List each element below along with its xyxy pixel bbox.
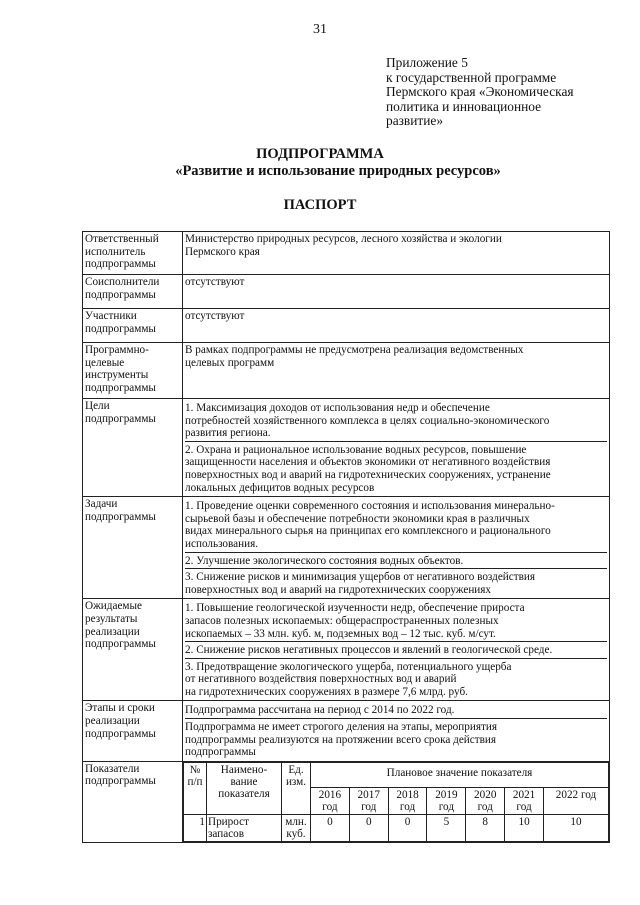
label-line: Показатели (85, 762, 140, 775)
row-goals (83, 399, 610, 497)
indicator-value: 8 (466, 814, 505, 841)
content-line: Подпрограмма рассчитана на период с 2014 по 2022 год. (185, 704, 455, 717)
header-name (207, 762, 282, 814)
content-line: запасов полезных ископаемых: общераспространенных полезных (185, 614, 499, 627)
label-line: Участники (85, 310, 137, 322)
content-line: 2. Охрана и рациональное использование водных ресурсов, повышение (185, 443, 527, 456)
label-line: Задачи (85, 498, 118, 511)
row-indicators (83, 761, 610, 842)
row-label (83, 599, 183, 701)
row-label (83, 701, 183, 761)
content-line: поверхностных вод и аварий на гидротехнических сооружениях, устранение (185, 468, 551, 481)
content-line: развития региона. (185, 427, 271, 440)
row-content: отсутствуют (183, 275, 610, 309)
label-line: инструменты (85, 369, 149, 382)
content-line: ископаемых – 33 млн. куб. м, подземных вод – 12 тыс. куб. м/сут. (185, 627, 496, 640)
label-line: подпрограммы (85, 727, 156, 740)
result-item (185, 659, 607, 700)
row-label (83, 497, 183, 599)
label-line: подпрограммы (85, 638, 156, 651)
appendix-line: Пермского края «Экономическая (386, 84, 574, 99)
year-2022: 2022 год (544, 787, 609, 814)
header-planned: Плановое значение показателя (311, 762, 609, 787)
content-line: Пермского края (185, 245, 260, 258)
task-item (185, 553, 607, 570)
indicator-value: 5 (427, 814, 466, 841)
label-line: реализации (85, 625, 140, 638)
content-line: подпрограммы реализуются на протяжении всего срока действия (185, 733, 497, 746)
indicator-value: 0 (349, 814, 388, 841)
content-line: на гидротехнических сооружениях в размере 7,6 млрд. руб. (185, 685, 468, 698)
task-item (185, 569, 607, 597)
indicator-unit: млн. куб. (282, 814, 311, 841)
label-line: подпрограммы (85, 322, 156, 335)
label-line: реализации (85, 715, 140, 728)
label-line: целевые (85, 356, 125, 369)
row-coexecutors (83, 275, 610, 309)
row-content (183, 599, 610, 701)
passport-table (82, 231, 610, 843)
year-2021: 2021 год (505, 787, 544, 814)
content-line: подпрограммы (185, 746, 256, 759)
row-content: отсутствуют (183, 309, 610, 343)
row-participants (83, 309, 610, 343)
label-line: Соисполнители (85, 276, 160, 288)
header-line: показателя (218, 787, 270, 800)
header-line: вание (230, 775, 258, 788)
content-line: 3. Предотвращение экологического ущерба, потенциального ущерба (185, 660, 512, 673)
header-line: изм. (285, 775, 307, 788)
indicator-value: 0 (388, 814, 427, 841)
label-line: подпрограммы (85, 510, 156, 523)
row-label (83, 275, 183, 309)
label-line: подпрограммы (85, 288, 156, 301)
appendix-line: развитие» (386, 113, 444, 128)
row-tasks (83, 497, 610, 599)
row-content (183, 497, 610, 599)
row-label (83, 309, 183, 343)
content-line: видах минерального сырья на принципах его комплексного и рационального (185, 525, 551, 538)
content-line: 1. Проведение оценки современного состояния и использования минерально- (185, 500, 555, 513)
content-line: 2. Улучшение экологического состояния водных объектов. (185, 554, 464, 567)
goal-item (185, 442, 607, 495)
result-item (185, 642, 607, 659)
stage-item (185, 719, 607, 760)
appendix-line: политика и инновационное (386, 98, 542, 114)
indicator-value: 10 (505, 814, 544, 841)
indicator-num: 1 (184, 814, 207, 841)
content-line: от негативного воздействия поверхностных вод и аварий (185, 673, 457, 686)
header-line: Ед. (288, 763, 304, 776)
row-label (83, 761, 183, 842)
label-line: Программно- (85, 344, 149, 356)
subprogram-subtitle: «Развитие и использование природных ресурсов» (175, 163, 501, 179)
indicator-name: Прирост запасов (207, 814, 282, 841)
task-item (185, 498, 607, 552)
content-line: поверхностных вод и аварий на гидротехнических сооружениях (185, 583, 492, 596)
content-line: использования. (185, 537, 259, 550)
header-num (184, 762, 207, 814)
row-label (83, 343, 183, 399)
appendix-note (386, 56, 626, 129)
passport-heading: ПАСПОРТ (283, 197, 357, 213)
row-content (183, 701, 610, 761)
content-line: потребностей хозяйственного комплекса в целях социально-экономического (185, 414, 550, 427)
content-line: В рамках подпрограммы не предусмотрена реализация ведомственных (185, 344, 524, 356)
indicators-header-row (184, 762, 609, 787)
header-line: № (189, 763, 201, 776)
content-line: защищенности населения и объектов экономики от негативного воздействия (185, 456, 551, 469)
header-unit (282, 762, 311, 814)
content-line: Министерство природных ресурсов, лесного хозяйства и экологии (185, 233, 502, 245)
content-line: 1. Повышение геологической изученности недр, обеспечение прироста (185, 602, 525, 615)
indicators-table (183, 762, 609, 842)
goal-item (185, 400, 607, 442)
row-label (83, 399, 183, 497)
row-content (183, 761, 610, 842)
indicator-row (184, 814, 609, 841)
indicator-value: 10 (544, 814, 609, 841)
content-line: 2. Снижение рисков негативных процессов и явлений в геологической среде. (185, 644, 553, 657)
indicator-value: 0 (311, 814, 350, 841)
year-2018: 2018 год (388, 787, 427, 814)
label-line: Цели (85, 400, 110, 412)
label-line: Ожидаемые (85, 600, 142, 613)
row-label (83, 232, 183, 275)
row-responsible (83, 232, 610, 275)
label-line: исполнитель (85, 245, 146, 258)
subprogram-title: ПОДПРОГРАММА (256, 146, 384, 162)
year-2016: 2016 год (311, 787, 350, 814)
year-2019: 2019 год (427, 787, 466, 814)
row-instruments (83, 343, 610, 399)
label-line: подпрограммы (85, 258, 156, 271)
content-line: Подпрограмма не имеет строгого деления на этапы, мероприятия (185, 721, 498, 734)
label-line: подпрограммы (85, 381, 156, 394)
label-line: результаты (85, 612, 138, 625)
header-line: Наимено- (220, 763, 268, 776)
content-line: 1. Максимизация доходов от использования недр и обеспечение (185, 402, 490, 414)
appendix-line: к государственной программе (386, 69, 557, 85)
appendix-line: Приложение 5 (386, 55, 468, 70)
header-line: п/п (187, 775, 203, 788)
label-line: Этапы и сроки (85, 702, 155, 715)
year-2017: 2017 год (349, 787, 388, 814)
row-content (183, 232, 610, 275)
label-line: подпрограммы (85, 775, 156, 788)
row-content (183, 399, 610, 497)
row-stages (83, 701, 610, 761)
content-line: целевых программ (185, 356, 275, 369)
content-line: сырьевой базы и обеспечение потребности экономики края в различных (185, 512, 530, 525)
result-item (185, 600, 607, 642)
year-2020: 2020 год (466, 787, 505, 814)
label-line: Ответственный (85, 233, 159, 245)
content-line: 3. Снижение рисков и минимизация ущербов от негативного воздействия (185, 571, 536, 584)
content-line: локальных дефицитов водных ресурсов (185, 481, 375, 494)
page-number: 31 (313, 22, 327, 37)
stage-item (185, 702, 607, 719)
label-line: подпрограммы (85, 412, 156, 425)
row-results (83, 599, 610, 701)
row-content (183, 343, 610, 399)
